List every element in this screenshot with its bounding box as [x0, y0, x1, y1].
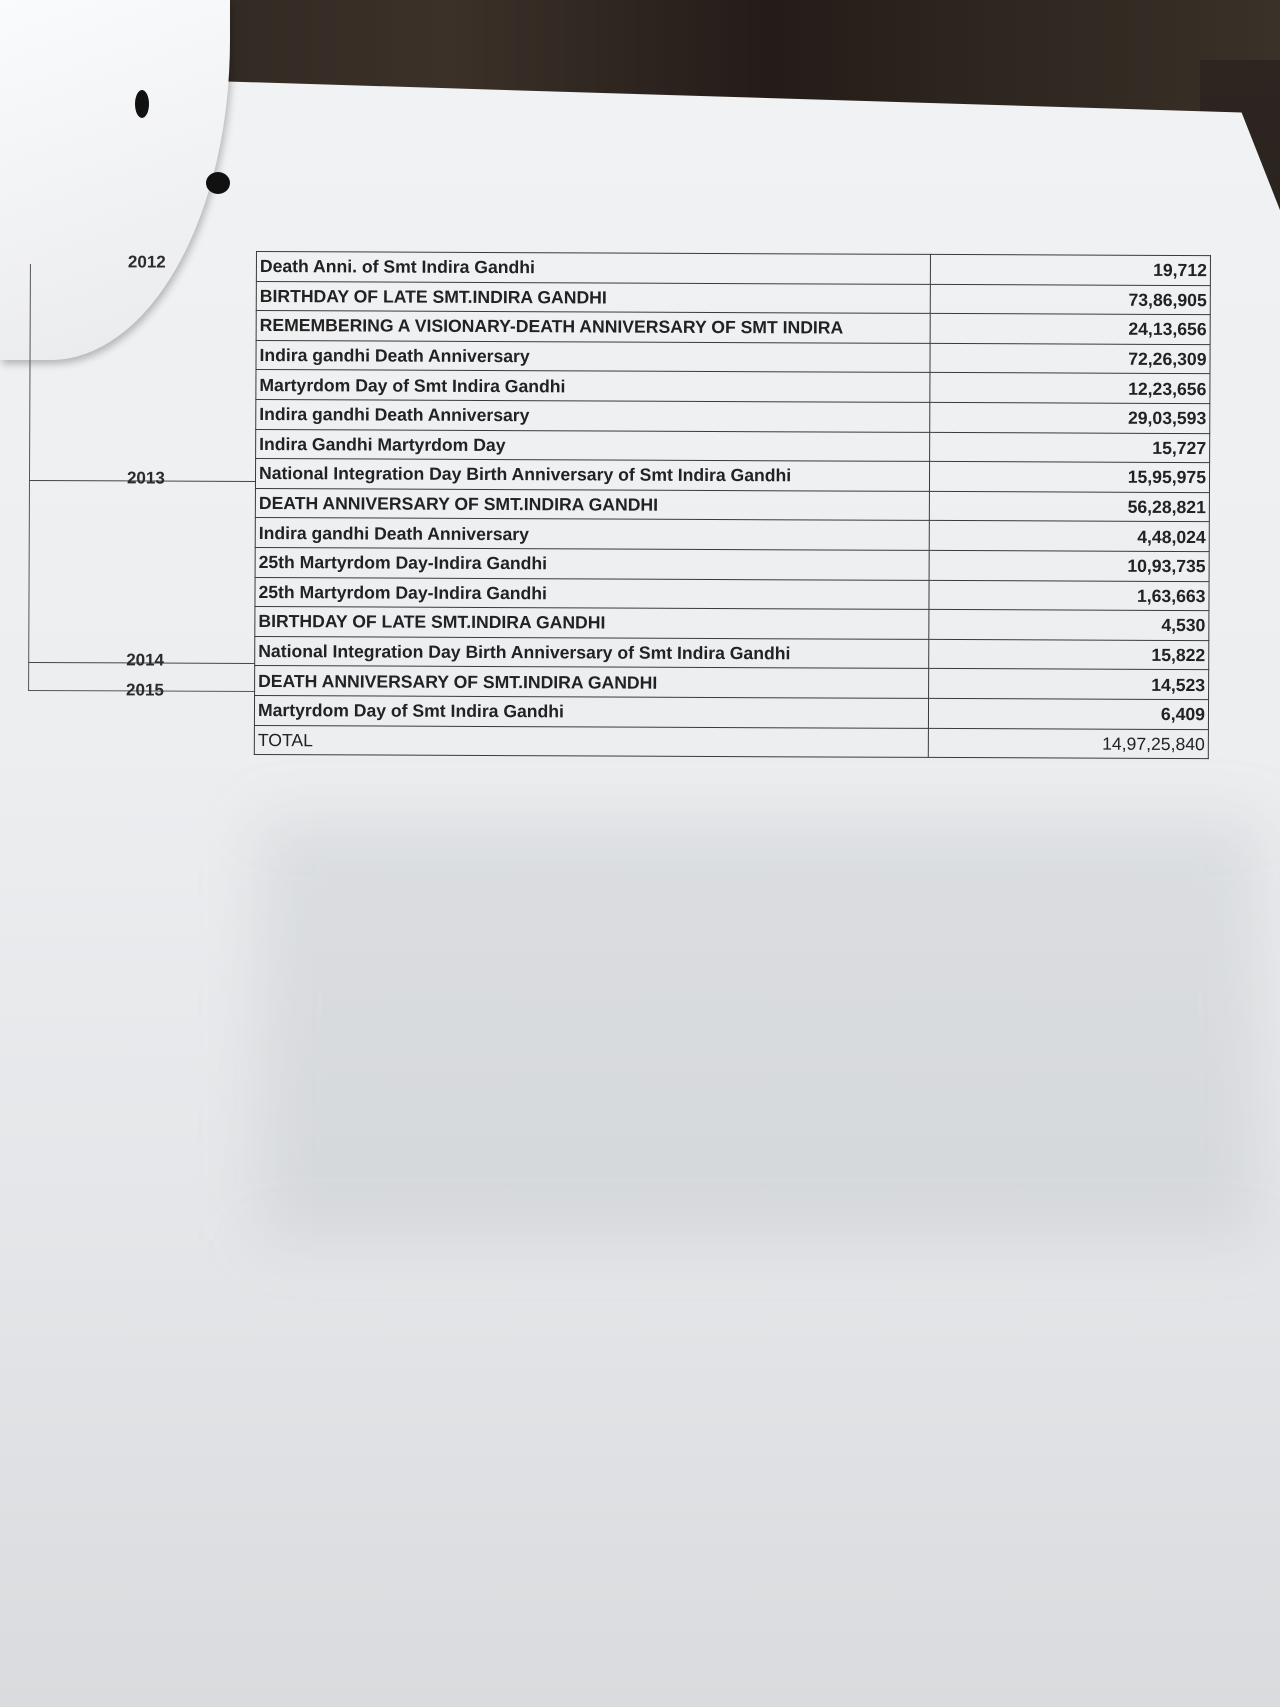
entry-amount: 1,63,663 [929, 580, 1209, 611]
entry-description: National Integration Day Birth Anniversary of Smt Indira Gandhi [255, 459, 929, 492]
table-row [256, 281, 1210, 315]
entry-description: 25th Martyrdom Day-Indira Gandhi [255, 547, 929, 580]
total-row [254, 725, 1208, 759]
entry-amount: 56,28,821 [929, 491, 1209, 522]
table-row [254, 695, 1208, 729]
entry-amount: 29,03,593 [930, 402, 1210, 433]
table-row [256, 429, 1210, 463]
entry-amount: 24,13,656 [930, 314, 1210, 345]
paper-shadow [260, 820, 1260, 1240]
punch-hole [206, 172, 230, 194]
table-row [256, 370, 1210, 404]
entry-amount: 4,530 [929, 610, 1209, 641]
entry-description: Death Anni. of Smt Indira Gandhi [256, 251, 930, 284]
table-row [255, 666, 1209, 700]
entry-description: Indira gandhi Death Anniversary [256, 399, 930, 432]
table-row [255, 636, 1209, 670]
total-amount: 14,97,25,840 [928, 728, 1208, 759]
entry-description: Indira gandhi Death Anniversary [255, 518, 929, 551]
entry-amount: 4,48,024 [929, 521, 1209, 552]
entry-description: Martyrdom Day of Smt Indira Gandhi [256, 370, 930, 403]
table-row [255, 459, 1209, 493]
table-row [256, 251, 1210, 285]
entry-description: Martyrdom Day of Smt Indira Gandhi [254, 695, 928, 728]
entry-description: DEATH ANNIVERSARY OF SMT.INDIRA GANDHI [255, 488, 929, 521]
year-label: 2013 [126, 468, 165, 488]
entry-description: Indira Gandhi Martyrdom Day [256, 429, 930, 462]
year-label: 2015 [126, 680, 164, 700]
entry-amount: 12,23,656 [930, 373, 1210, 404]
entry-amount: 15,95,975 [930, 462, 1210, 493]
year-label: 2014 [126, 650, 165, 670]
table-row [256, 311, 1210, 345]
entry-amount: 72,26,309 [930, 343, 1210, 374]
punch-hole [135, 90, 149, 118]
table-row [255, 518, 1209, 552]
table-row [256, 399, 1210, 433]
entry-amount: 14,523 [929, 669, 1209, 700]
table-row [255, 577, 1209, 611]
entry-amount: 15,727 [930, 432, 1210, 463]
table-row [255, 547, 1209, 581]
entries-table [254, 251, 1211, 759]
entry-description: National Integration Day Birth Anniversary of Smt Indira Gandhi [255, 636, 929, 669]
entry-description: BIRTHDAY OF LATE SMT.INDIRA GANDHI [256, 281, 930, 314]
entry-amount: 6,409 [928, 698, 1208, 729]
entry-description: BIRTHDAY OF LATE SMT.INDIRA GANDHI [255, 607, 929, 640]
table-row [256, 340, 1210, 374]
year-label: 2012 [127, 252, 166, 272]
entry-description: DEATH ANNIVERSARY OF SMT.INDIRA GANDHI [255, 666, 929, 699]
entry-amount: 73,86,905 [930, 284, 1210, 315]
entry-description: REMEMBERING A VISIONARY-DEATH ANNIVERSARY OF SMT INDIRA [256, 311, 930, 344]
entry-description: Indira gandhi Death Anniversary [256, 340, 930, 373]
entry-amount: 15,822 [929, 639, 1209, 670]
entry-amount: 10,93,735 [929, 550, 1209, 581]
table-row [255, 488, 1209, 522]
entry-amount: 19,712 [930, 254, 1210, 285]
total-label: TOTAL [254, 725, 928, 758]
table-row [255, 607, 1209, 641]
entry-description: 25th Martyrdom Day-Indira Gandhi [255, 577, 929, 610]
